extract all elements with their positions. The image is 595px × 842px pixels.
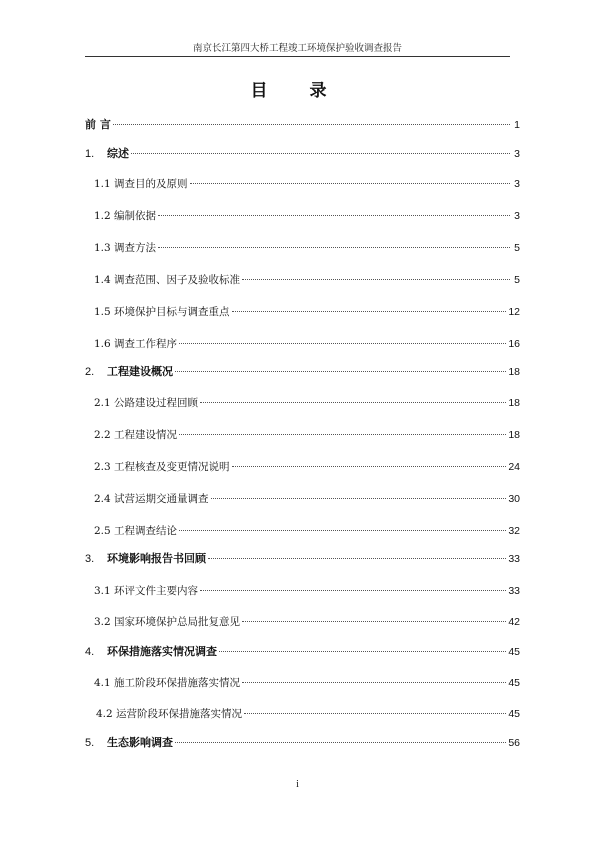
- toc-entry-label: 4.1 施工阶段环保措施落实情况: [94, 677, 241, 689]
- toc-entry-page: 42: [508, 616, 520, 628]
- toc-entry-3-2[interactable]: [85, 614, 520, 630]
- leader-dots: [232, 311, 507, 312]
- toc-entry-label: 1.5 环境保护目标与调查重点: [94, 306, 230, 318]
- toc-entry-label: 2.4 试营运期交通量调查: [94, 493, 209, 505]
- toc-entry-2-2[interactable]: [85, 427, 520, 443]
- toc-entry-2-3[interactable]: [85, 459, 520, 475]
- toc-entry-chapter-1[interactable]: [85, 145, 520, 161]
- toc-entry-label: 综述: [107, 147, 129, 160]
- toc-entry-number: 4.: [85, 646, 95, 658]
- toc-entry-chapter-3[interactable]: [85, 550, 520, 566]
- toc-entry-number: 3.: [85, 553, 95, 565]
- toc-entry-label: 2.2 工程建设情况: [94, 429, 178, 441]
- leader-dots: [232, 466, 507, 467]
- leader-dots: [113, 124, 510, 125]
- leader-dots: [211, 498, 507, 499]
- leader-dots: [244, 713, 506, 714]
- toc-entry-label: 1.4 调查范围、因子及验收标准: [94, 274, 241, 286]
- leader-dots: [200, 402, 506, 403]
- toc-entry-page: 45: [508, 646, 520, 658]
- toc-entry-page: 32: [508, 525, 520, 537]
- toc-entry-label: 1.3 调查方法: [94, 242, 157, 254]
- toc-entry-label: 生态影响调查: [107, 736, 173, 749]
- leader-dots: [190, 183, 510, 184]
- toc-entry-page: 5: [514, 274, 520, 286]
- leader-dots: [131, 153, 510, 154]
- toc-entry-number: 5.: [85, 737, 95, 749]
- toc-entry-label: 工程建设概况: [107, 365, 173, 378]
- toc-entry-page: 12: [508, 306, 520, 318]
- page-number: i: [296, 779, 299, 790]
- toc-entry-label: 4.2 运营阶段环保措施落实情况: [96, 708, 243, 720]
- toc-entry-chapter-2[interactable]: [85, 363, 520, 379]
- leader-dots: [158, 247, 510, 248]
- toc-entry-number: 2.: [85, 366, 95, 378]
- toc-entry-label: 环保措施落实情况调查: [107, 645, 217, 658]
- toc-entry-label: 1.6 调查工作程序: [94, 338, 178, 350]
- toc-entry-2-5[interactable]: [85, 523, 520, 539]
- toc-entry-1-5[interactable]: [85, 304, 520, 320]
- toc-title: 目 录: [250, 81, 345, 101]
- toc-entry-number: 1.: [85, 148, 95, 160]
- toc-entry-1-6[interactable]: [85, 336, 520, 352]
- leader-dots: [179, 434, 506, 435]
- toc-entry-page: 18: [508, 429, 520, 441]
- running-header: 南京长江第四大桥工程竣工环境保护验收调查报告: [85, 40, 510, 57]
- toc-entry-label: 2.3 工程核查及变更情况说明: [94, 461, 230, 473]
- toc-entry-page: 16: [508, 338, 520, 350]
- toc-entry-page: 5: [514, 242, 520, 254]
- toc-entry-1-1[interactable]: [85, 176, 520, 192]
- toc-entry-preface[interactable]: [85, 116, 520, 132]
- leader-dots: [175, 742, 506, 743]
- toc-entry-2-4[interactable]: [85, 491, 520, 507]
- leader-dots: [208, 558, 506, 559]
- toc-entry-1-2[interactable]: [85, 208, 520, 224]
- leader-dots: [179, 530, 506, 531]
- toc-entry-2-1[interactable]: [85, 395, 520, 411]
- leader-dots: [242, 279, 510, 280]
- toc-entry-label: 1.2 编制依据: [94, 210, 157, 222]
- toc-entry-chapter-4[interactable]: [85, 643, 520, 659]
- toc-entry-label: 2.5 工程调查结论: [94, 525, 178, 537]
- toc-entry-1-4[interactable]: [85, 272, 520, 288]
- toc-entry-page: 1: [514, 119, 520, 131]
- toc-entry-page: 30: [508, 493, 520, 505]
- toc-entry-1-3[interactable]: [85, 240, 520, 256]
- toc-entry-label: 1.1 调查目的及原则: [94, 178, 188, 190]
- toc-entry-page: 3: [514, 178, 520, 190]
- toc-entry-label: 2.1 公路建设过程回顾: [94, 397, 199, 409]
- toc-entry-chapter-5[interactable]: [85, 734, 520, 750]
- toc-entry-page: 24: [508, 461, 520, 473]
- toc-entry-page: 3: [514, 148, 520, 160]
- leader-dots: [158, 215, 510, 216]
- leader-dots: [242, 682, 506, 683]
- toc-entry-4-2[interactable]: [85, 706, 520, 722]
- toc-entry-label: 环境影响报告书回顾: [107, 552, 206, 565]
- leader-dots: [200, 590, 506, 591]
- toc-entry-4-1[interactable]: [85, 675, 520, 691]
- toc-entry-page: 33: [508, 585, 520, 597]
- table-of-contents: [85, 0, 520, 842]
- leader-dots: [242, 621, 506, 622]
- leader-dots: [219, 651, 506, 652]
- toc-entry-page: 3: [514, 210, 520, 222]
- leader-dots: [175, 371, 506, 372]
- toc-entry-page: 18: [508, 397, 520, 409]
- toc-entry-label: 3.1 环评文件主要内容: [94, 585, 199, 597]
- toc-entry-label: 前 言: [85, 118, 111, 131]
- toc-entry-page: 45: [508, 677, 520, 689]
- toc-entry-page: 56: [508, 737, 520, 749]
- leader-dots: [179, 343, 506, 344]
- toc-entry-page: 33: [508, 553, 520, 565]
- toc-entry-label: 3.2 国家环境保护总局批复意见: [94, 616, 241, 628]
- toc-entry-3-1[interactable]: [85, 583, 520, 599]
- toc-entry-page: 45: [508, 708, 520, 720]
- toc-entry-page: 18: [508, 366, 520, 378]
